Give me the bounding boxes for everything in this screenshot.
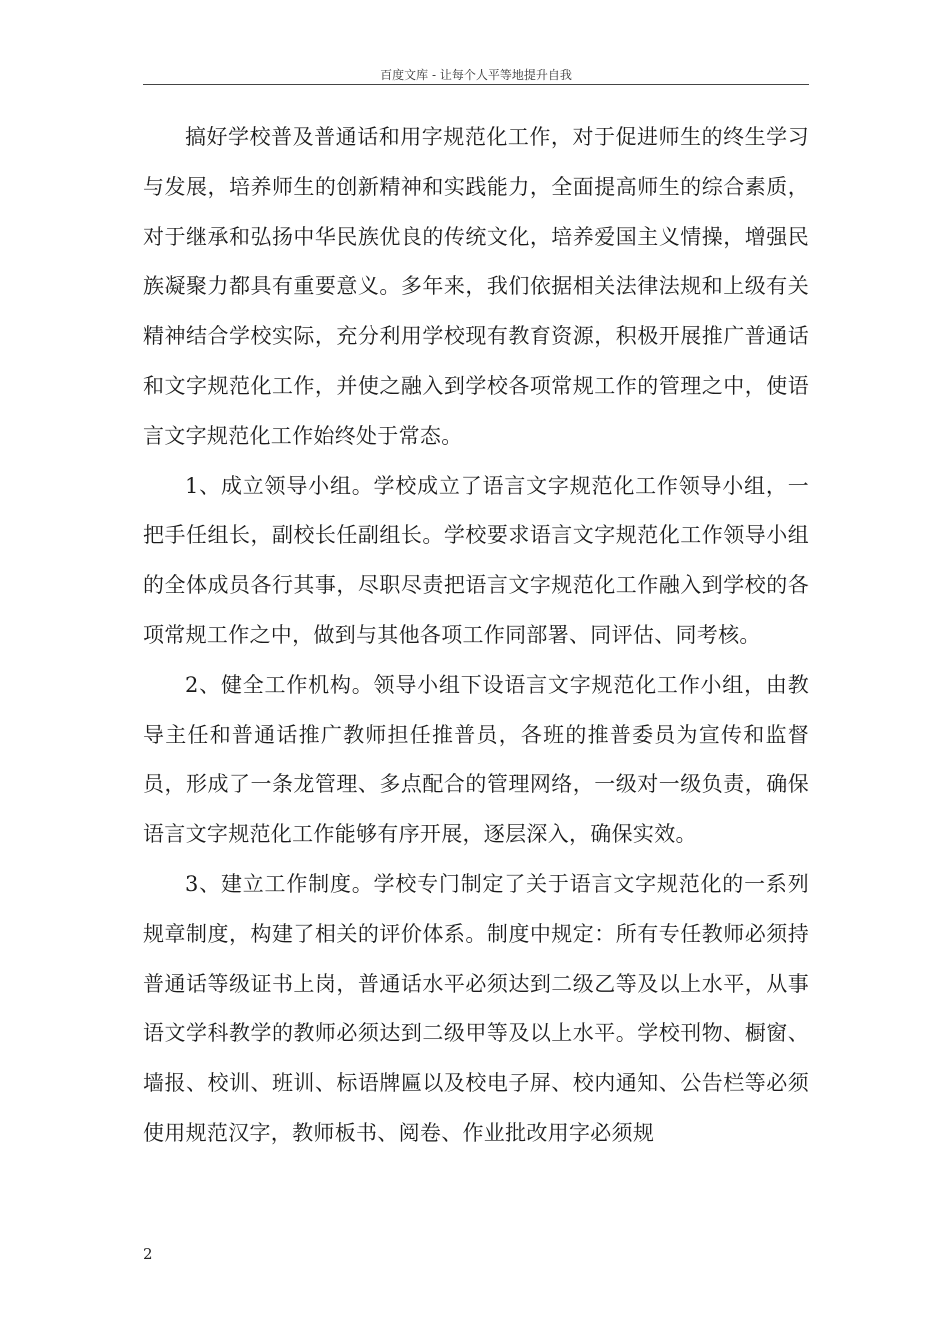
- page-number: 2: [143, 1245, 153, 1263]
- intro-paragraph: 搞好学校普及普通话和用字规范化工作，对于促进师生的终生学习与发展，培养师生的创新精神和实践能力，全面提高师生的综合素质，对于继承和弘扬中华民族优良的传统文化，培养爱国主义情操，增强民族凝聚力都具有重要意义。多年来，我们依据相关法律法规和上级有关精神结合学校实际，充分利用学校现有教育资源，积极开展推广普通话和文字规范化工作，并使之融入到学校各项常规工作的管理之中，使语言文字规范化工作始终处于常态。: [143, 125, 809, 448]
- header-divider: [143, 84, 809, 85]
- paragraph-work-system: 3、建立工作制度。学校专门制定了关于语言文字规范化的一系列规章制度，构建了相关的评价体系。制度中规定：所有专任教师必须持普通话等级证书上岗，普通话水平必须达到二级乙等及以上水平，从事语文学科教学的教师必须达到二级甲等及以上水平。学校刊物、橱窗、墙报、校训、班训、标语牌匾以及校电子屏、校内通知、公告栏等必须使用规范汉字，教师板书、阅卷、作业批改用字必须规: [143, 871, 809, 1145]
- document-body: [143, 113, 809, 1159]
- paragraph-leadership-group: 1、成立领导小组。学校成立了语言文字规范化工作领导小组，一把手任组长，副校长任副组长。学校要求语言文字规范化工作领导小组的全体成员各行其事，尽职尽责把语言文字规范化工作融入到学校的各项常规工作之中，做到与其他各项工作同部署、同评估、同考核。: [143, 473, 809, 647]
- paragraph-work-organization: 2、健全工作机构。领导小组下设语言文字规范化工作小组，由教导主任和普通话推广教师担任推普员，各班的推普委员为宣传和监督员，形成了一条龙管理、多点配合的管理网络，一级对一级负责，确保语言文字规范化工作能够有序开展，逐层深入，确保实效。: [143, 672, 809, 847]
- page-header: 百度文库 - 让每个人平等地提升自我: [380, 68, 572, 82]
